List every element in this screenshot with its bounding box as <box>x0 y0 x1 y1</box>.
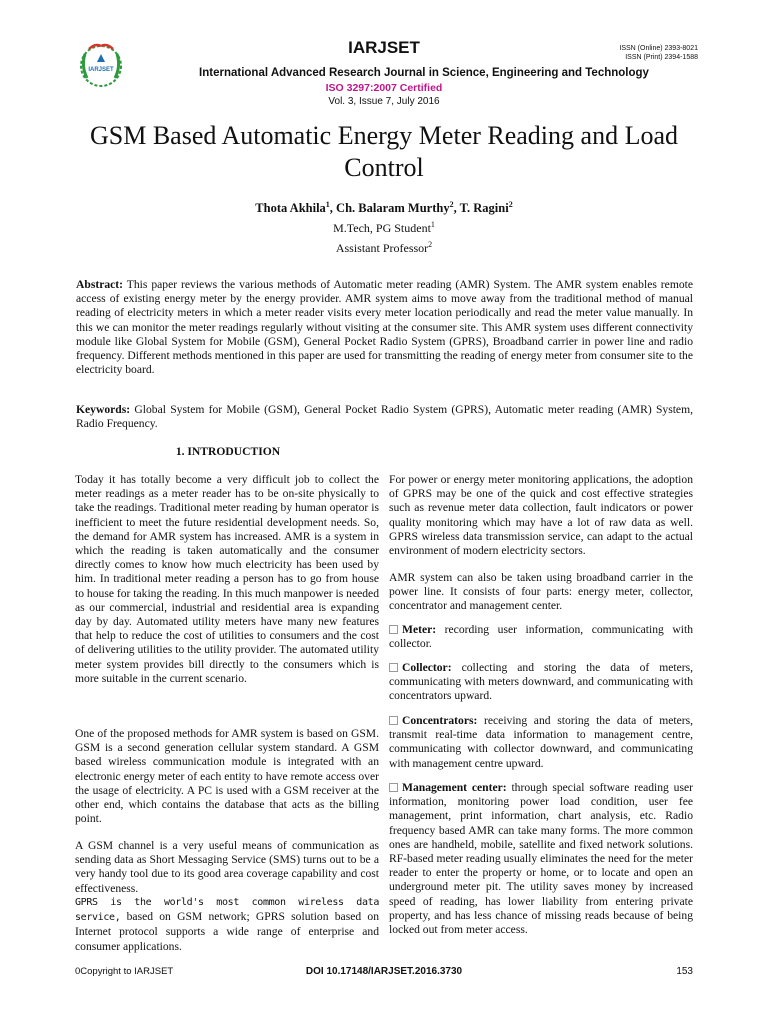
issn-online: ISSN (Online) 2393-8021 <box>619 45 698 52</box>
author-name: Ch. Balaram Murthy <box>336 201 450 216</box>
author-affiliation-mark: 2 <box>449 200 454 209</box>
keywords-label: Keywords: <box>76 403 131 416</box>
affiliation-1 <box>0 220 768 236</box>
author-affiliation-mark: 2 <box>508 200 513 209</box>
author-separator: , <box>453 201 460 216</box>
author-list <box>0 200 768 216</box>
issn-print: ISSN (Print) 2394-1588 <box>625 54 698 61</box>
bullet-box-icon <box>389 663 398 672</box>
footer-doi: DOI 10.17148/IARJSET.2016.3730 <box>305 966 463 977</box>
bullet-box-icon <box>389 783 398 792</box>
footer-copyright: 0Copyright to IARJSET <box>75 966 174 977</box>
bullet-label: Concentrators: <box>402 714 478 727</box>
gprs-sentence: GPRS is the world's most common wireless data service, <box>75 897 379 924</box>
bullet-text: receiving and storing the data of meters, transmit real-time data information to management centre, communicating with collector downward, and communicating with management centre upward. <box>389 714 693 770</box>
page-number: 153 <box>676 966 693 977</box>
iso-certification: ISO 3297:2007 Certified <box>325 82 443 94</box>
bullet-item-collector <box>389 661 693 704</box>
section-heading: 1. INTRODUCTION <box>175 445 281 458</box>
bullet-label: Meter: <box>402 623 437 636</box>
bullet-item-concentrators <box>389 714 693 771</box>
keywords <box>76 403 693 431</box>
issn-block <box>619 44 698 62</box>
abstract-label: Abstract: <box>76 278 124 291</box>
logo-wordmark: IARJSET <box>88 67 114 73</box>
body-paragraph: For power or energy meter monitoring applications, the adoption of GPRS may be one of the quick and cost effective strategies such as revenue meter data collection, fault indicators or power quality monitoring which may have a lot of raw data as well. GPRS wireless data transmission service, can adapt to the actual environment of modern electricity sectors. <box>389 473 693 558</box>
bullet-item-meter <box>389 623 693 651</box>
affiliation-text: Assistant Professor <box>335 241 429 255</box>
intro-paragraph: A GSM channel is a very useful means of communication as sending data as Short Messaging Service (SMS) turns out to be a very handy tool due to its good area coverage capability and cost effectiveness. <box>75 839 379 895</box>
gprs-sentence-rest: based on GSM network; GPRS solution based on Internet protocol supports a wide range of enterprise and consumer applications. <box>75 910 379 953</box>
bullet-text: recording user information, communicating with collector. <box>389 623 693 651</box>
affiliation-2 <box>0 240 768 256</box>
abstract <box>76 278 693 377</box>
bullet-text: collecting and storing the data of meters, communicating with meters downward, and communicating with concentrators upward. <box>389 661 693 703</box>
journal-full-title: International Advanced Research Journal in Science, Engineering and Technology <box>199 67 649 79</box>
author-separator: , <box>329 201 337 216</box>
body-paragraph: AMR system can also be taken using broadband carrier in the power line. It consists of four parts: energy meter, collector, concentrator and management center. <box>389 571 693 613</box>
bullet-label: Collector: <box>402 661 452 674</box>
bullet-box-icon <box>389 625 398 634</box>
keywords-text: Global System for Mobile (GSM), General Pocket Radio System (GPRS), Automatic meter reading (AMR) System, Radio Frequency. <box>76 403 693 431</box>
volume-issue: Vol. 3, Issue 7, July 2016 <box>328 96 440 107</box>
affiliation-mark: 2 <box>428 240 433 249</box>
affiliation-text: M.Tech, PG Student <box>333 221 431 235</box>
bullet-text: through special software reading user information, monitoring power load condition, user fee management, print information, chart analysis, etc. Radio frequency based AMR can take many forms. The more common ones are handheld, mobile, satellite and fixed network solutions. RF-based meter reading usually eliminates the need for the meter reader to enter the property or home, or to locate and open an underground meter pit. The utility saves money by increased speed of reading, has lower liability from entering private property, and has less chance of missing reads because of being locked out from meter access. <box>389 781 693 937</box>
author-name: Thota Akhila <box>255 201 326 216</box>
bullet-item-management-center <box>389 781 693 937</box>
journal-name: IARJSET <box>348 38 420 57</box>
bullet-box-icon <box>389 716 398 725</box>
abstract-text: This paper reviews the various methods of Automatic meter reading (AMR) System. The AMR system enables remote access of existing energy meter by the energy provider. AMR system aims to move away from the traditional method of manual reading of electricity meters in which a meter reader visits every meter location periodically and read the meter value manually. In this we can monitor the meter readings regularly without visiting at the consumer site. This AMR system uses different connectivity module like Global System for Mobile (GSM), General Pocket Radio System (GPRS), Broadband carrier in power line and radio frequency. Different methods mentioned in this paper are used for transmitting the reading of energy meter from consumer site to the electricity board. <box>76 278 693 377</box>
intro-paragraph: One of the proposed methods for AMR system is based on GSM. GSM is a second generation cellular system standard. A GSM based wireless communication module is integrated with an electronic energy meter of each entity to have remote access over the usage of electricity. A PC is used with a GSM receiver at the other end, which contains the database that acts as the billing point. <box>75 727 379 826</box>
author-affiliation-mark: 1 <box>325 200 330 209</box>
affiliation-mark: 1 <box>430 220 435 229</box>
intro-paragraph: Today it has totally become a very difficult job to collect the meter readings as a meter reader has to be on-site physically to take the readings. Traditional meter reading by human operator is inefficient to meet the future residential development needs. So, the demand for AMR system has increased. AMR is a system in which the reading is taken automatically and the consumer directly comes to know how much electricity has been used by him. In traditional meter reading a person has to go from house to house for taking the reading. In this much manpower is needed as our commercial, industrial and residential area is expanding day by day. Automated utility meters have many new features that help to reduce the cost of utilities to consumers and the cost of delivering utilities to the utility provider. The automated utility meter system provides bill directly to the consumers which is more suitable in the current scenario. <box>75 473 379 685</box>
bullet-label: Management center: <box>402 781 507 794</box>
intro-paragraph <box>75 895 379 954</box>
author-name: T. Ragini <box>459 201 509 216</box>
paper-title: GSM Based Automatic Energy Meter Reading and Load Control <box>89 121 678 182</box>
